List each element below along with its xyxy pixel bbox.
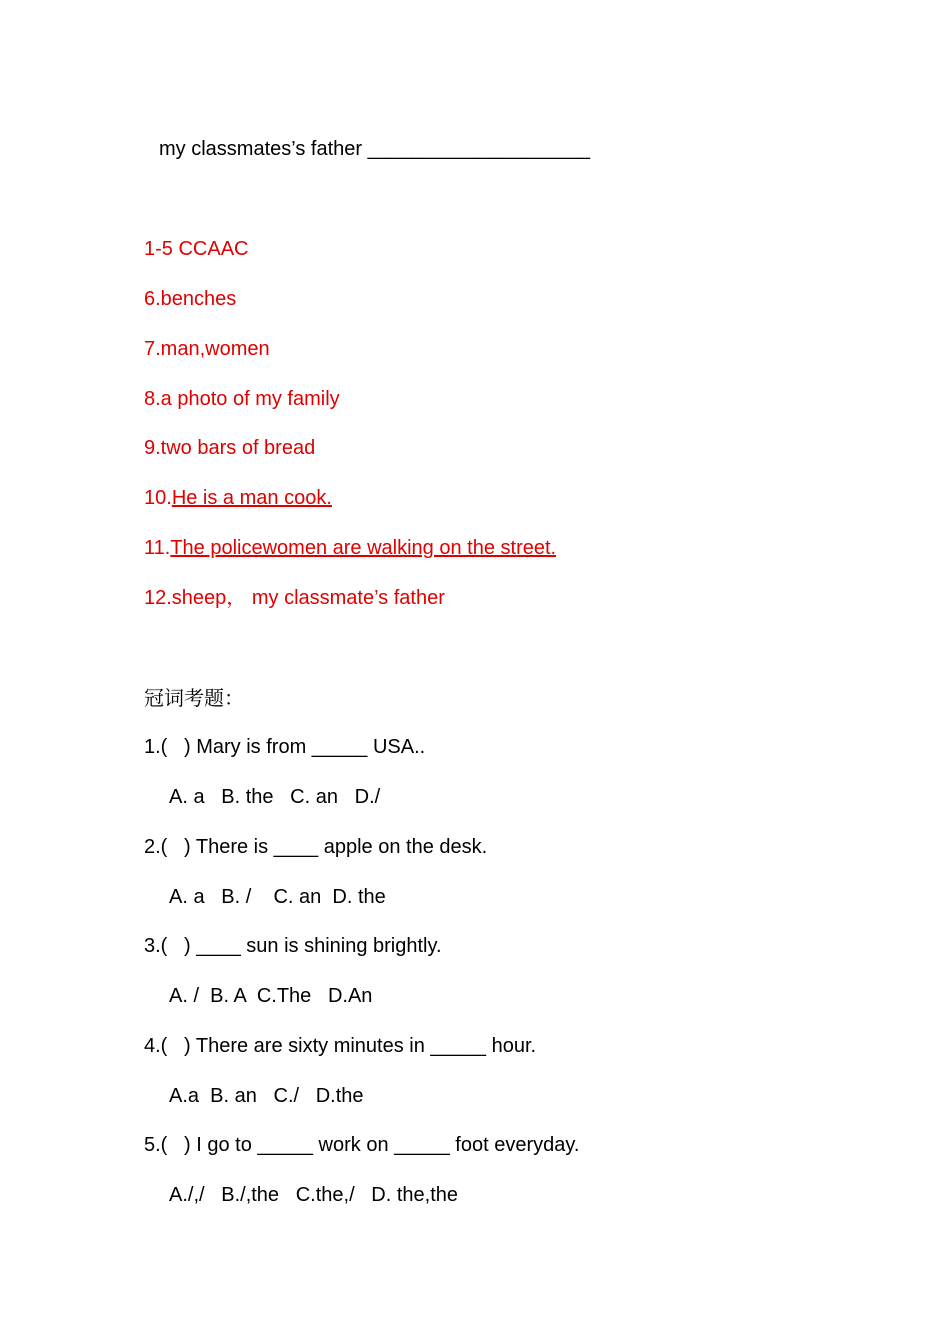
question-5: 5.( ) I go to _____ work on _____ foot everyday. (144, 1134, 580, 1156)
question-1-options: A. a B. the C. an D./ (169, 786, 381, 808)
answer-1-5: 1-5 CCAAC (144, 238, 249, 260)
answer-10-text: He is a man cook. (171, 487, 332, 509)
answer-11 (144, 536, 556, 560)
answer-10 (144, 486, 332, 510)
section-title: 冠词考题： (144, 686, 244, 710)
question-4-options: A.a B. an C./ D.the (169, 1085, 364, 1107)
answer-11-number: 11. (144, 537, 171, 559)
top-fill-line: my classmates’s father ____________________ (159, 138, 591, 160)
question-2: 2.( ) There is ____ apple on the desk. (144, 836, 488, 858)
question-2-options: A. a B. / C. an D. the (169, 886, 386, 908)
question-5-options: A./,/ B./,the C.the,/ D. the,the (169, 1184, 459, 1206)
question-3-options: A. / B. A C.The D.An (169, 985, 373, 1007)
answer-9: 9.two bars of bread (144, 437, 316, 459)
answer-10-number: 10. (144, 487, 172, 509)
question-3: 3.( ) ____ sun is shining brightly. (144, 935, 442, 957)
answer-8: 8.a photo of my family (144, 388, 340, 410)
question-4: 4.( ) There are sixty minutes in _____ hour. (144, 1035, 537, 1057)
answer-11-text: The policewomen are walking on the street. (170, 537, 557, 559)
answer-12: 12.sheep， my classmate’s father (144, 587, 445, 609)
answer-7: 7.man,women (144, 338, 270, 360)
question-1: 1.( ) Mary is from _____ USA.. (144, 736, 426, 758)
answer-6: 6.benches (144, 288, 237, 310)
